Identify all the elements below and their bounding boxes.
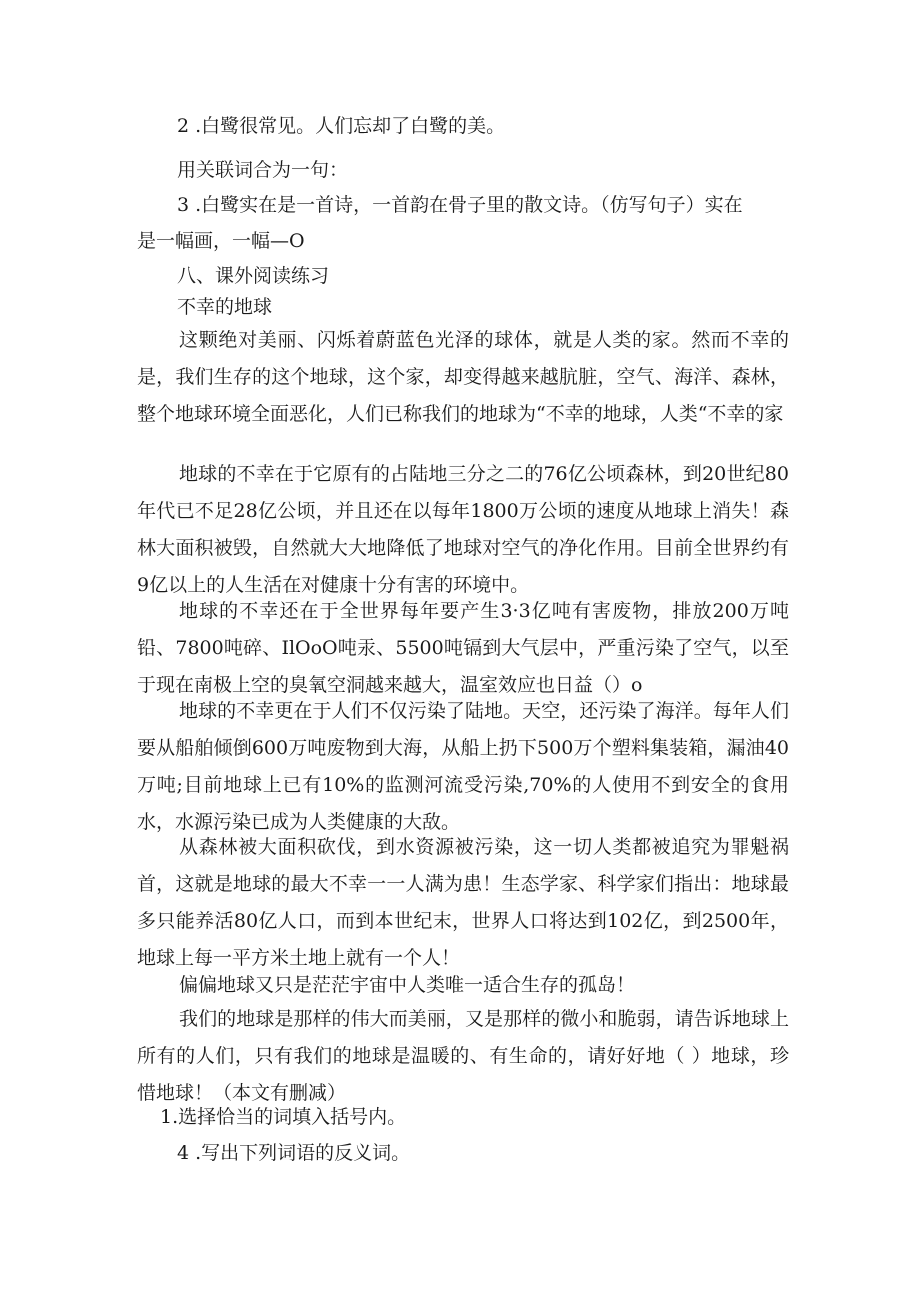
paragraph-5: 从森林被大面积砍伐，到水资源被污染，这一切人类都被追究为罪魁祸首，这就是地球的最大不幸一一人满为患！生态学家、科学家们指出：地球最多只能养活80亿人口，而到本世纪末，世界人口将达到102亿，到2500年，地球上每一平方米土地上就有一个人！	[137, 836, 789, 969]
paragraph-2: 地球的不幸在于它原有的占陆地三分之二的76亿公顷森林，到20世纪80年代已不足28亿公顷，并且还在以每年1800万公顷的速度从地球上消失！森林大面积被毁，自然就大大地降低了地球对空气的净化作用。目前全世界约有9亿以上的人生活在对健康十分有害的环境中。	[137, 463, 789, 596]
paragraph-4: 地球的不幸更在于人们不仅污染了陆地。天空，还污染了海洋。每年人们要从船舶倾倒600万吨废物到大海，从船上扔下500万个塑料集装箱，漏油40万吨;目前地球上已有10%的监测河流受污染,70%的人使用不到安全的食用水，水源污染已成为人类健康的大敌。	[137, 700, 789, 833]
question-4: 4 .写出下列词语的反义词。	[177, 1142, 411, 1164]
paragraph-6: 偏偏地球又只是茫茫宇宙中人类唯一适合生存的孤岛！	[179, 974, 636, 996]
question-3-line-1: 3 .白鹭实在是一首诗，一首韵在骨子里的散文诗。（仿写句子）实在	[177, 194, 743, 216]
paragraph-7: 我们的地球是那样的伟大而美丽，又是那样的微小和脆弱，请告诉地球上所有的人们，只有我们的地球是温暖的、有生命的，请好好地（ ）地球，珍惜地球！（本文有删减）	[137, 1008, 789, 1104]
question-3-line-2: 是一幅画，一幅—O	[137, 230, 305, 252]
section-heading: 八、课外阅读练习	[177, 265, 330, 287]
paragraph-1: 这颗绝对美丽、闪烁着蔚蓝色光泽的球体，就是人类的家。然而不幸的是，我们生存的这个地球，这个家，却变得越来越肮脏，空气、海洋、森林，整个地球环境全面恶化，人们已称我们的地球为“不幸的地球，人类“不幸的家	[137, 329, 789, 425]
instruction-line: 用关联词合为一句：	[177, 159, 349, 181]
article-title: 不幸的地球	[177, 296, 273, 318]
question-1: 1.选择恰当的词填入括号内。	[160, 1106, 407, 1128]
question-2: 2 .白鹭很常见。人们忘却了白鹭的美。	[177, 115, 506, 137]
paragraph-3: 地球的不幸还在于全世界每年要产生3·3亿吨有害废物，排放200万吨铅、7800吨碎、IlOoO吨汞、5500吨镉到大气层中，严重污染了空气，以至于现在南极上空的臭氧空洞越来越大，温室效应也日益（）o	[137, 600, 789, 696]
